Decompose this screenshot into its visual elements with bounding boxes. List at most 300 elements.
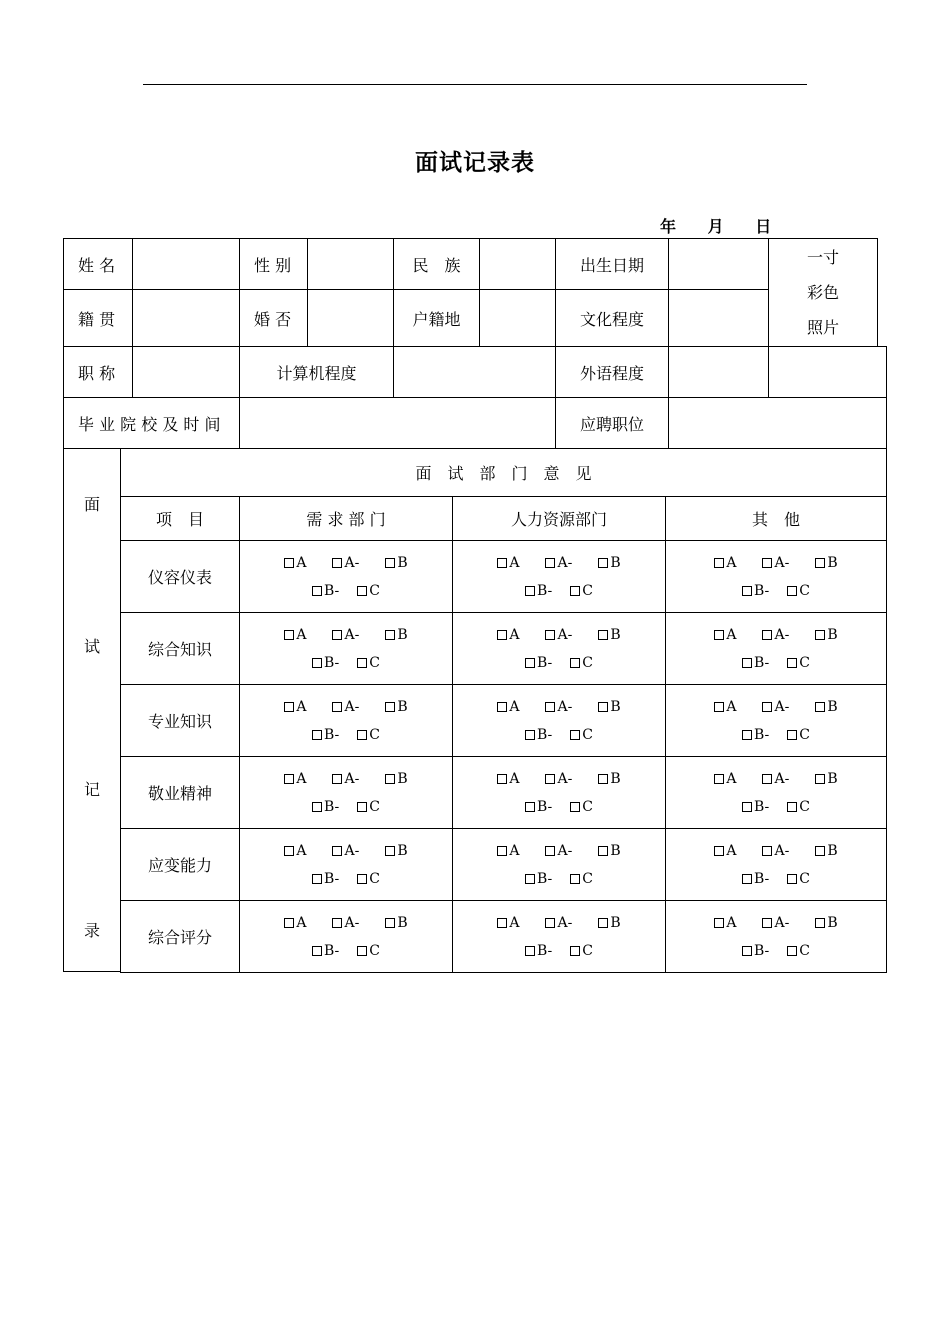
gender-field[interactable] [307, 238, 394, 290]
grade-label: B [610, 842, 621, 859]
grade-checkbox[interactable] [714, 555, 736, 571]
checkbox-square-icon [525, 586, 535, 596]
grade-label: A- [557, 914, 573, 931]
col-header-other: 其 他 [665, 496, 887, 541]
checkbox-square-icon [525, 946, 535, 956]
rating-cell-dept [239, 756, 453, 829]
grade-checkbox[interactable] [497, 555, 519, 571]
grade-checkbox[interactable] [284, 915, 306, 931]
rating-option-row [484, 555, 633, 571]
rating-cell-other [665, 612, 887, 685]
rating-option-row [271, 555, 420, 571]
checkbox-square-icon [815, 630, 825, 640]
grade-checkbox[interactable] [357, 655, 380, 671]
grade-label: B [610, 914, 621, 931]
grade-checkbox[interactable] [357, 727, 380, 743]
grade-checkbox[interactable] [385, 771, 407, 787]
grade-label: B [827, 842, 838, 859]
rating-cell-hr [452, 540, 666, 613]
grade-checkbox[interactable] [598, 699, 620, 715]
grade-label: B [827, 626, 838, 643]
checkbox-square-icon [762, 846, 772, 856]
grade-label: B [827, 698, 838, 715]
grade-label: C [582, 870, 593, 887]
name-field[interactable] [132, 238, 240, 290]
grade-label: A [296, 554, 307, 571]
checkbox-square-icon [332, 630, 342, 640]
grade-label: B- [324, 870, 340, 887]
checkbox-square-icon [385, 702, 395, 712]
grade-label: C [582, 798, 593, 815]
household-field[interactable] [479, 289, 556, 347]
checkbox-square-icon [762, 558, 772, 568]
grade-checkbox[interactable] [714, 699, 736, 715]
grade-checkbox[interactable] [787, 871, 810, 887]
grade-checkbox[interactable] [545, 771, 572, 787]
grade-label: A [296, 626, 307, 643]
grade-checkbox[interactable] [312, 583, 339, 599]
grade-label: B- [537, 726, 553, 743]
grade-checkbox[interactable] [570, 655, 593, 671]
rating-cell-other [665, 684, 887, 757]
rating-cell-dept [239, 684, 453, 757]
grade-checkbox[interactable] [497, 915, 519, 931]
grade-label: C [799, 798, 810, 815]
grade-checkbox[interactable] [332, 771, 359, 787]
grade-checkbox[interactable] [545, 555, 572, 571]
grade-label: C [369, 870, 380, 887]
checkbox-square-icon [312, 658, 322, 668]
grade-checkbox[interactable] [762, 627, 789, 643]
grade-label: B- [754, 798, 770, 815]
rating-option-row [484, 699, 633, 715]
grade-label: B- [754, 582, 770, 599]
grade-checkbox[interactable] [312, 943, 339, 959]
rating-cell-other [665, 756, 887, 829]
school-label: 毕 业 院 校 及 时 间 [63, 397, 240, 449]
checkbox-square-icon [570, 586, 580, 596]
grade-label: A- [774, 914, 790, 931]
grade-checkbox[interactable] [742, 943, 769, 959]
checkbox-square-icon [332, 918, 342, 928]
checkbox-square-icon [312, 586, 322, 596]
photo-line-3: 照片 [806, 318, 839, 337]
checkbox-square-icon [787, 730, 797, 740]
computer-level-field[interactable] [393, 346, 556, 398]
col-header-hr: 人力资源部门 [452, 496, 666, 541]
rating-option-row [271, 843, 420, 859]
checkbox-square-icon [787, 658, 797, 668]
grade-checkbox[interactable] [332, 843, 359, 859]
grade-checkbox[interactable] [815, 699, 837, 715]
checkbox-square-icon [497, 774, 507, 784]
grade-checkbox[interactable] [570, 871, 593, 887]
rating-option-row [701, 771, 850, 787]
grade-label: A- [774, 842, 790, 859]
grade-label: B- [754, 726, 770, 743]
grade-checkbox[interactable] [357, 799, 380, 815]
ethnicity-field[interactable] [479, 238, 556, 290]
grade-label: A [509, 698, 520, 715]
side-char-2: 试 [83, 637, 100, 656]
checkbox-square-icon [497, 918, 507, 928]
checkbox-square-icon [284, 918, 294, 928]
section-header: 面 试 部 门 意 见 [120, 448, 887, 497]
checkbox-square-icon [598, 558, 608, 568]
grade-checkbox[interactable] [284, 771, 306, 787]
checkbox-square-icon [357, 946, 367, 956]
grade-checkbox[interactable] [357, 583, 380, 599]
grade-label: B- [754, 654, 770, 671]
grade-checkbox[interactable] [762, 915, 789, 931]
grade-checkbox[interactable] [385, 915, 407, 931]
checkbox-square-icon [357, 586, 367, 596]
rating-option-row [303, 583, 389, 599]
grade-label: A- [557, 842, 573, 859]
grade-label: B [610, 626, 621, 643]
page-title: 面试记录表 [415, 150, 535, 176]
grade-label: A- [344, 626, 360, 643]
checkbox-square-icon [598, 630, 608, 640]
grade-checkbox[interactable] [762, 843, 789, 859]
grade-checkbox[interactable] [385, 843, 407, 859]
checkbox-square-icon [598, 846, 608, 856]
grade-label: A- [774, 626, 790, 643]
grade-checkbox[interactable] [742, 871, 769, 887]
checkbox-square-icon [497, 702, 507, 712]
grade-checkbox[interactable] [312, 871, 339, 887]
checkbox-square-icon [497, 630, 507, 640]
grade-label: C [582, 582, 593, 599]
grade-label: A [726, 842, 737, 859]
grade-label: A [726, 626, 737, 643]
grade-checkbox[interactable] [525, 727, 552, 743]
checkbox-square-icon [787, 874, 797, 884]
checkbox-square-icon [385, 630, 395, 640]
grade-label: C [369, 654, 380, 671]
checkbox-square-icon [598, 774, 608, 784]
hometown-field[interactable] [132, 289, 240, 347]
rating-cell-hr [452, 900, 666, 973]
grade-checkbox[interactable] [525, 583, 552, 599]
checkbox-square-icon [762, 774, 772, 784]
grade-checkbox[interactable] [497, 843, 519, 859]
language-level-label: 外语程度 [555, 346, 669, 398]
grade-checkbox[interactable] [598, 915, 620, 931]
grade-label: A [726, 770, 737, 787]
rating-option-row [516, 871, 602, 887]
grade-checkbox[interactable] [497, 627, 519, 643]
grade-checkbox[interactable] [815, 915, 837, 931]
education-label: 文化程度 [555, 289, 669, 347]
grade-checkbox[interactable] [714, 771, 736, 787]
grade-label: A [726, 698, 737, 715]
job-title-field[interactable] [132, 346, 240, 398]
grade-checkbox[interactable] [714, 843, 736, 859]
household-label: 户籍地 [393, 289, 480, 347]
grade-checkbox[interactable] [332, 555, 359, 571]
grade-checkbox[interactable] [357, 943, 380, 959]
grade-label: B [827, 554, 838, 571]
rating-cell-dept [239, 900, 453, 973]
date-day-label: 日 [755, 217, 772, 236]
grade-checkbox[interactable] [312, 799, 339, 815]
checkbox-square-icon [742, 802, 752, 812]
rating-cell-other [665, 540, 887, 613]
rating-option-row [484, 843, 633, 859]
grade-checkbox[interactable] [525, 871, 552, 887]
rating-option-row [303, 727, 389, 743]
checkbox-square-icon [332, 774, 342, 784]
grade-label: B- [324, 582, 340, 599]
checkbox-square-icon [332, 846, 342, 856]
hometown-label: 籍 贯 [63, 289, 133, 347]
grade-label: B- [324, 942, 340, 959]
rating-option-row [516, 799, 602, 815]
grade-checkbox[interactable] [545, 699, 572, 715]
grade-checkbox[interactable] [284, 843, 306, 859]
rating-cell-dept [239, 612, 453, 685]
rating-option-row [271, 627, 420, 643]
checkbox-square-icon [714, 558, 724, 568]
grade-checkbox[interactable] [742, 583, 769, 599]
checkbox-square-icon [742, 730, 752, 740]
checkbox-square-icon [815, 702, 825, 712]
rating-option-row [733, 943, 819, 959]
grade-checkbox[interactable] [525, 943, 552, 959]
rating-option-row [701, 915, 850, 931]
row-label: 综合知识 [120, 612, 240, 685]
grade-label: B- [537, 870, 553, 887]
position-field[interactable] [668, 397, 887, 449]
grade-checkbox[interactable] [284, 627, 306, 643]
rating-option-row [516, 583, 602, 599]
grade-checkbox[interactable] [742, 655, 769, 671]
marital-field[interactable] [307, 289, 394, 347]
checkbox-square-icon [357, 874, 367, 884]
grade-checkbox[interactable] [545, 843, 572, 859]
grade-checkbox[interactable] [545, 915, 572, 931]
grade-checkbox[interactable] [570, 799, 593, 815]
grade-label: A- [344, 914, 360, 931]
job-title-label: 职 称 [63, 346, 133, 398]
grade-label: C [799, 654, 810, 671]
grade-checkbox[interactable] [598, 771, 620, 787]
grade-label: B [397, 698, 408, 715]
date-month-label: 月 [707, 217, 724, 236]
checkbox-square-icon [525, 874, 535, 884]
position-label: 应聘职位 [555, 397, 669, 449]
header-rule [143, 84, 807, 85]
checkbox-square-icon [714, 774, 724, 784]
side-char-4: 录 [83, 921, 100, 940]
grade-checkbox[interactable] [598, 843, 620, 859]
grade-checkbox[interactable] [332, 699, 359, 715]
grade-checkbox[interactable] [525, 799, 552, 815]
grade-checkbox[interactable] [284, 699, 306, 715]
checkbox-square-icon [284, 702, 294, 712]
rating-option-row [484, 771, 633, 787]
grade-checkbox[interactable] [312, 655, 339, 671]
grade-checkbox[interactable] [787, 583, 810, 599]
grade-label: C [799, 582, 810, 599]
grade-label: C [799, 942, 810, 959]
checkbox-square-icon [762, 630, 772, 640]
grade-label: C [369, 798, 380, 815]
grade-checkbox[interactable] [525, 655, 552, 671]
grade-label: A- [557, 698, 573, 715]
side-char-3: 记 [83, 780, 100, 799]
checkbox-square-icon [312, 874, 322, 884]
checkbox-square-icon [545, 918, 555, 928]
grade-label: B [397, 914, 408, 931]
checkbox-square-icon [284, 558, 294, 568]
school-field[interactable] [239, 397, 556, 449]
grade-label: C [799, 726, 810, 743]
birthdate-field[interactable] [668, 238, 769, 290]
date-line [660, 214, 771, 237]
grade-checkbox[interactable] [714, 627, 736, 643]
marital-label: 婚 否 [239, 289, 308, 347]
grade-checkbox[interactable] [815, 843, 837, 859]
grade-checkbox[interactable] [385, 627, 407, 643]
grade-checkbox[interactable] [497, 771, 519, 787]
rating-option-row [733, 655, 819, 671]
grade-checkbox[interactable] [762, 555, 789, 571]
grade-label: A [509, 554, 520, 571]
checkbox-square-icon [284, 774, 294, 784]
checkbox-square-icon [312, 802, 322, 812]
checkbox-square-icon [545, 702, 555, 712]
grade-checkbox[interactable] [570, 727, 593, 743]
grade-label: A [509, 770, 520, 787]
grade-checkbox[interactable] [787, 943, 810, 959]
grade-label: B- [754, 942, 770, 959]
rating-option-row [271, 915, 420, 931]
row-label: 专业知识 [120, 684, 240, 757]
rating-option-row [484, 627, 633, 643]
grade-label: B [397, 770, 408, 787]
grade-checkbox[interactable] [815, 771, 837, 787]
grade-checkbox[interactable] [787, 655, 810, 671]
checkbox-square-icon [385, 774, 395, 784]
grade-checkbox[interactable] [598, 555, 620, 571]
checkbox-square-icon [570, 658, 580, 668]
ethnicity-label: 民 族 [393, 238, 480, 290]
photo-line-1: 一寸 [806, 248, 839, 267]
grade-label: B- [754, 870, 770, 887]
grade-checkbox[interactable] [787, 799, 810, 815]
checkbox-square-icon [714, 846, 724, 856]
grade-checkbox[interactable] [497, 699, 519, 715]
extra-field[interactable] [768, 346, 887, 398]
checkbox-square-icon [598, 918, 608, 928]
grade-label: B [610, 770, 621, 787]
checkbox-square-icon [570, 730, 580, 740]
grade-label: B- [537, 582, 553, 599]
grade-checkbox[interactable] [385, 555, 407, 571]
checkbox-square-icon [357, 802, 367, 812]
row-label: 应变能力 [120, 828, 240, 901]
grade-checkbox[interactable] [570, 583, 593, 599]
rating-cell-other [665, 900, 887, 973]
grade-label: B- [537, 798, 553, 815]
grade-checkbox[interactable] [385, 699, 407, 715]
grade-checkbox[interactable] [762, 771, 789, 787]
grade-checkbox[interactable] [815, 627, 837, 643]
rating-option-row [516, 655, 602, 671]
grade-checkbox[interactable] [357, 871, 380, 887]
grade-checkbox[interactable] [332, 915, 359, 931]
education-field[interactable] [668, 289, 769, 347]
gender-label: 性 别 [239, 238, 308, 290]
rating-cell-hr [452, 756, 666, 829]
checkbox-square-icon [742, 946, 752, 956]
date-year-label: 年 [660, 217, 677, 236]
grade-checkbox[interactable] [332, 627, 359, 643]
grade-label: C [582, 726, 593, 743]
grade-label: B [397, 842, 408, 859]
grade-label: A [296, 770, 307, 787]
grade-label: A [296, 914, 307, 931]
photo-box [768, 238, 878, 347]
grade-checkbox[interactable] [284, 555, 306, 571]
checkbox-square-icon [787, 946, 797, 956]
grade-checkbox[interactable] [742, 799, 769, 815]
checkbox-square-icon [545, 558, 555, 568]
checkbox-square-icon [787, 802, 797, 812]
grade-checkbox[interactable] [598, 627, 620, 643]
grade-label: A- [557, 554, 573, 571]
checkbox-square-icon [385, 918, 395, 928]
checkbox-square-icon [332, 558, 342, 568]
grade-checkbox[interactable] [714, 915, 736, 931]
grade-checkbox[interactable] [312, 727, 339, 743]
rating-cell-hr [452, 684, 666, 757]
rating-option-row [303, 871, 389, 887]
computer-level-label: 计算机程度 [239, 346, 394, 398]
grade-label: B- [324, 726, 340, 743]
grade-label: B [610, 554, 621, 571]
checkbox-square-icon [815, 918, 825, 928]
rating-cell-other [665, 828, 887, 901]
birthdate-label: 出生日期 [555, 238, 669, 290]
grade-label: A [509, 914, 520, 931]
grade-checkbox[interactable] [762, 699, 789, 715]
grade-label: A [296, 698, 307, 715]
grade-label: A- [774, 554, 790, 571]
grade-checkbox[interactable] [815, 555, 837, 571]
grade-checkbox[interactable] [742, 727, 769, 743]
language-level-field[interactable] [668, 346, 769, 398]
grade-label: A- [344, 554, 360, 571]
grade-label: B [397, 626, 408, 643]
checkbox-square-icon [570, 874, 580, 884]
checkbox-square-icon [742, 874, 752, 884]
checkbox-square-icon [385, 558, 395, 568]
checkbox-square-icon [570, 946, 580, 956]
row-label: 仪容仪表 [120, 540, 240, 613]
grade-checkbox[interactable] [545, 627, 572, 643]
checkbox-square-icon [497, 846, 507, 856]
grade-checkbox[interactable] [570, 943, 593, 959]
name-label: 姓 名 [63, 238, 133, 290]
checkbox-square-icon [815, 774, 825, 784]
grade-label: C [369, 582, 380, 599]
grade-checkbox[interactable] [787, 727, 810, 743]
rating-option-row [303, 943, 389, 959]
grade-label: A- [557, 626, 573, 643]
